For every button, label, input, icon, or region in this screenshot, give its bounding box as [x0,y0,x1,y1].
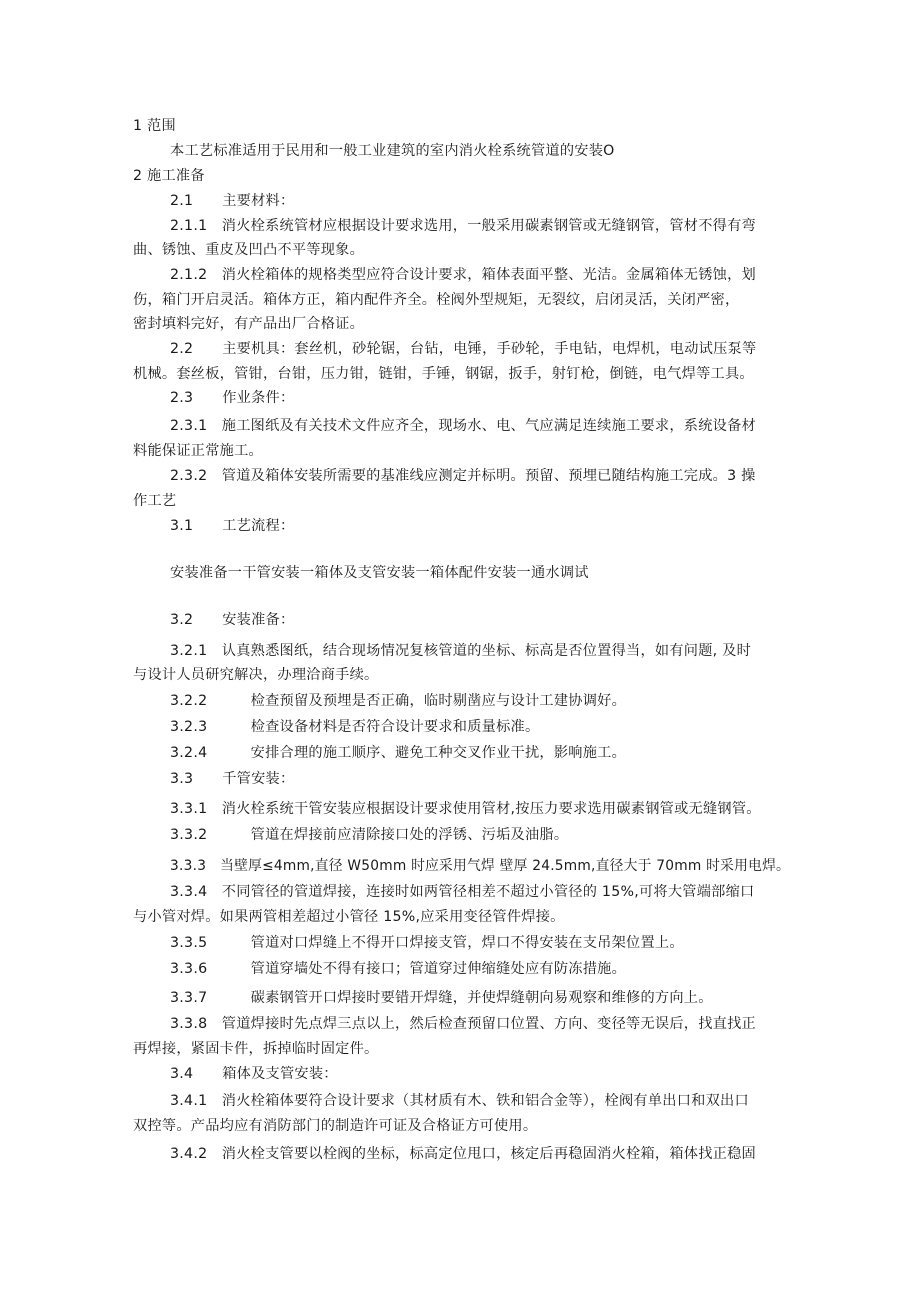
paragraph-line: 3.3.4 不同管径的管道焊接，连接时如两管径相差不超过小管径的 15%,可将大管端部缩口 [170,884,755,900]
subsection-heading: 3.3 千管安装： [170,771,295,787]
paragraph-line: 密封填料完好，有产品出厂合格证。 [133,316,365,332]
section-heading: 2 施工准备 [133,168,205,184]
paragraph-line: 料能保证正常施工。 [133,443,263,459]
paragraph-line: 与小管对焊。如果两管相差超过小管径 15%,应采用变径管件焊接。 [133,909,565,925]
paragraph-line: 双控等。产品均应有消防部门的制造许可证及合格证方可使用。 [133,1118,538,1134]
process-flow: 安装准备一干管安装一箱体及支管安装一箱体配件安装一通水调试 [170,565,589,581]
paragraph-line: 曲、锈蚀、重皮及凹凸不平等现象。 [133,242,365,258]
paragraph-line: 3.2.3 检查设备材料是否符合设计要求和质量标准。 [170,719,540,735]
paragraph-line: 机械。套丝板，管钳，台钳，压力钳，链钳，手锤，钢锯，扳手，射钉枪，倒链，电气焊等工具。 [133,366,754,382]
paragraph-line: 本工艺标准适用于民用和一般工业建筑的室内消火栓系统管道的安装O [170,143,615,159]
subsection-heading: 2.1 主要材料： [170,193,295,209]
subsection-heading: 3.2 安装准备： [170,612,295,628]
section-heading: 作工艺 [133,493,177,509]
section-heading: 1 范围 [133,118,176,134]
paragraph-line: 与设计人员研究解决，办理洽商手续。 [133,667,379,683]
paragraph-line: 3.3.7 碳素钢管开口焊接时要错开焊缝，并使焊缝朝向易观察和维修的方向上。 [170,990,713,1006]
paragraph-line: 3.3.5 管道对口焊缝上不得开口焊接支管，焊口不得安装在支吊架位置上。 [170,935,684,951]
paragraph-line: 3.2.1 认真熟悉图纸，结合现场情况复核管道的坐标、标高是否位置得当，如有问题, 及时 [170,643,752,659]
paragraph-line: 3.2.2 检查预留及预埋是否正确，临时剔凿应与设计工建协调好。 [170,693,627,709]
subsection-heading: 2.3 作业条件： [170,390,295,406]
paragraph-line: 3.4.1 消火栓箱体要符合设计要求（其材质有木、铁和铝合金等），栓阀有单出口和双出口 [170,1093,749,1109]
paragraph-line: 2.1.2 消火栓箱体的规格类型应符合设计要求，箱体表面平整、光洁。金属箱体无锈蚀，划 [170,267,756,283]
paragraph-line: 伤，箱门开启灵活。箱体方正，箱内配件齐全。栓阀外型规矩，无裂纹，启闭灵活，关闭严密， [133,292,740,308]
paragraph-line: 3.4.2 消火栓支管要以栓阀的坐标，标高定位甩口，核定后再稳固消火栓箱，箱体找正稳固 [170,1146,756,1162]
subsection-heading: 3.1 工艺流程： [170,518,295,534]
paragraph-line: 3.3.3 当壁厚≤4mm,直径 W50mm 时应采用气焊 壁厚 24.5mm,直径大于 70mm 时采用电焊。 [170,858,791,874]
paragraph-line: 2.3.2 管道及箱体安装所需要的基准线应测定并标明。预留、预埋已随结构施工完成。3 操 [170,468,756,484]
paragraph-line: 3.3.6 管道穿墙处不得有接口；管道穿过伸缩缝处应有防冻措施。 [170,961,627,977]
paragraph-line: 2.2 主要机具：套丝机，砂轮锯，台钻，电锤，手砂轮，手电钻，电焊机，电动试压泵等 [170,341,757,357]
paragraph-line: 再焊接，紧固卡件，拆掉临时固定件。 [133,1041,379,1057]
paragraph-line: 2.1.1 消火栓系统管材应根据设计要求选用，一般采用碳素钢管或无缝钢管，管材不得有弯 [170,218,756,234]
paragraph-line: 3.3.1 消火栓系统干管安装应根据设计要求使用管材,按压力要求选用碳素钢管或无缝钢管。 [170,801,761,817]
paragraph-line: 3.2.4 安排合理的施工顺序、避免工种交叉作业干扰，影响施工。 [170,745,627,761]
paragraph-line: 3.3.2 管道在焊接前应清除接口处的浮锈、污垢及油脂。 [170,827,569,843]
subsection-heading: 3.4 箱体及支管安装： [170,1066,338,1082]
paragraph-line: 3.3.8 管道焊接时先点焊三点以上，然后检查预留口位置、方向、变径等无误后，找直找正 [170,1016,756,1032]
paragraph-line: 2.3.1 施工图纸及有关技术文件应齐全，现场水、电、气应满足连续施工要求，系统设备材 [170,418,756,434]
